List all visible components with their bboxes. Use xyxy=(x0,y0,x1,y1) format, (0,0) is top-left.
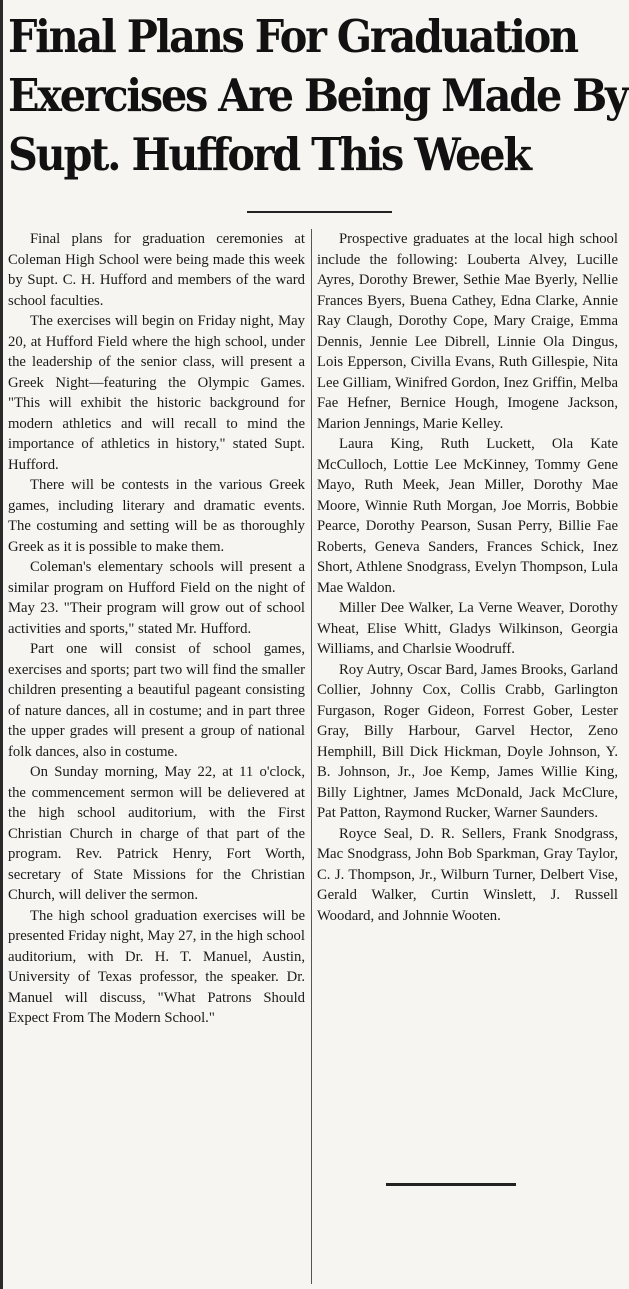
paragraph: The exercises will begin on Friday night, May 20, at Hufford Field where the high school, under the leadership of the senior class, will present a Greek Night—featuring the Olympic Games. "This will exhibit the historic background for modern athletics and will recall to mind the importance of athletics in history," stated Supt. Hufford. xyxy=(8,313,305,473)
graduates-paragraph: Miller Dee Walker, La Verne Weaver, Dorothy Wheat, Elise Whitt, Gladys Wilkinson, Georgia Williams, and Charlsie Woodruff. xyxy=(317,600,618,657)
headline xyxy=(8,8,627,185)
headline-line-2: Exercises Are Being Made By xyxy=(8,70,627,122)
headline-line-1: Final Plans For Graduation xyxy=(8,11,577,63)
article-column-right xyxy=(317,229,618,926)
paragraph: Part one will consist of school games, exercises and sports; part two will find the smaller children presenting a beautiful pageant consisting of nature dances, all in costume; and in part three the upper grades will present a group of national folk dances, also in costume. xyxy=(8,641,305,760)
article-column-left xyxy=(8,229,305,1029)
paragraph: On Sunday morning, May 22, at 11 o'clock, the commencement sermon will be delievered at the high school auditorium, with the First Christian Church in charge of that part of the program. Rev. Patrick Henry, Fort Worth, secretary of State Missions for the Christian Church, will deliver the sermon. xyxy=(8,764,305,903)
paragraph: The high school graduation exercises will be presented Friday night, May 27, in the high school auditorium, with Dr. H. T. Manuel, Austin, University of Texas professor, the speaker. Dr. Manuel will discuss, "What Patrons Should Expect From The Modern School." xyxy=(8,907,305,1026)
end-of-article-rule xyxy=(386,1183,516,1186)
graduates-paragraph: Prospective graduates at the local high school include the following: Louberta Alvey, Lucille Ayres, Dorothy Brewer, Sethie Mae Byerly, Nellie Frances Byers, Buena Cathey, Edna Clarke, Annie Ray Claugh, Dorothy Cope, Mary Craige, Emma Dennis, Jennie Lee Dibrell, Linnie Ola Dingus, Lois Epperson, Civilla Evans, Ruth Gillespie, Nita Lee Gilliam, Winifred Gordon, Inez Griffin, Melba Fae Hefner, Bernice Hough, Imogene Jackson, Marion Jennings, Marie Kelley. xyxy=(317,231,618,432)
headline-line-3: Supt. Hufford This Week xyxy=(8,129,530,181)
column-divider xyxy=(311,229,312,1284)
graduates-paragraph: Laura King, Ruth Luckett, Ola Kate McCulloch, Lottie Lee McKinney, Tommy Gene Mayo, Ruth Meek, Jean Miller, Dorothy Mae Moore, Winnie Ruth Morgan, Joe Morris, Bobbie Pearce, Dorothy Pearson, Susan Perry, Billie Fae Roberts, Geneva Sanders, Frances Schick, Inez Short, Athlene Snodgrass, Evelyn Thompson, Lula Mae Waldon. xyxy=(317,436,618,596)
clipping-edge-rule xyxy=(0,0,3,1289)
graduates-paragraph: Roy Autry, Oscar Bard, James Brooks, Garland Collier, Johnny Cox, Collis Crabb, Garlington Furgason, Roger Gideon, Forrest Gober, Lester Gray, Billy Harbour, Garvel Hector, Zeno Hemphill, Bill Dick Hickman, Doyle Johnson, Y. B. Johnson, Jr., Joe Kemp, James Willie King, Billy Lightner, James McDonald, Jack McClure, Pat Patton, Raymond Rucker, Warner Saunders. xyxy=(317,661,618,821)
headline-divider xyxy=(247,211,392,213)
paragraph: Coleman's elementary schools will present a similar program on Hufford Field on the night of May 23. "Their program will grow out of school activities and sports," stated Mr. Hufford. xyxy=(8,559,305,637)
graduates-paragraph: Royce Seal, D. R. Sellers, Frank Snodgrass, Mac Snodgrass, John Bob Sparkman, Gray Taylor, C. J. Thompson, Jr., Wilburn Turner, Delbert Vise, Gerald Walker, Curtin Winslett, J. Russell Woodard, and Johnnie Wooten. xyxy=(317,825,618,924)
paragraph: There will be contests in the various Greek games, including literary and dramatic events. The costuming and setting will be as thoroughly Greek as it is possible to make them. xyxy=(8,477,305,555)
paragraph: Final plans for graduation ceremonies at Coleman High School were being made this week by Supt. C. H. Hufford and members of the ward school faculties. xyxy=(8,231,305,309)
